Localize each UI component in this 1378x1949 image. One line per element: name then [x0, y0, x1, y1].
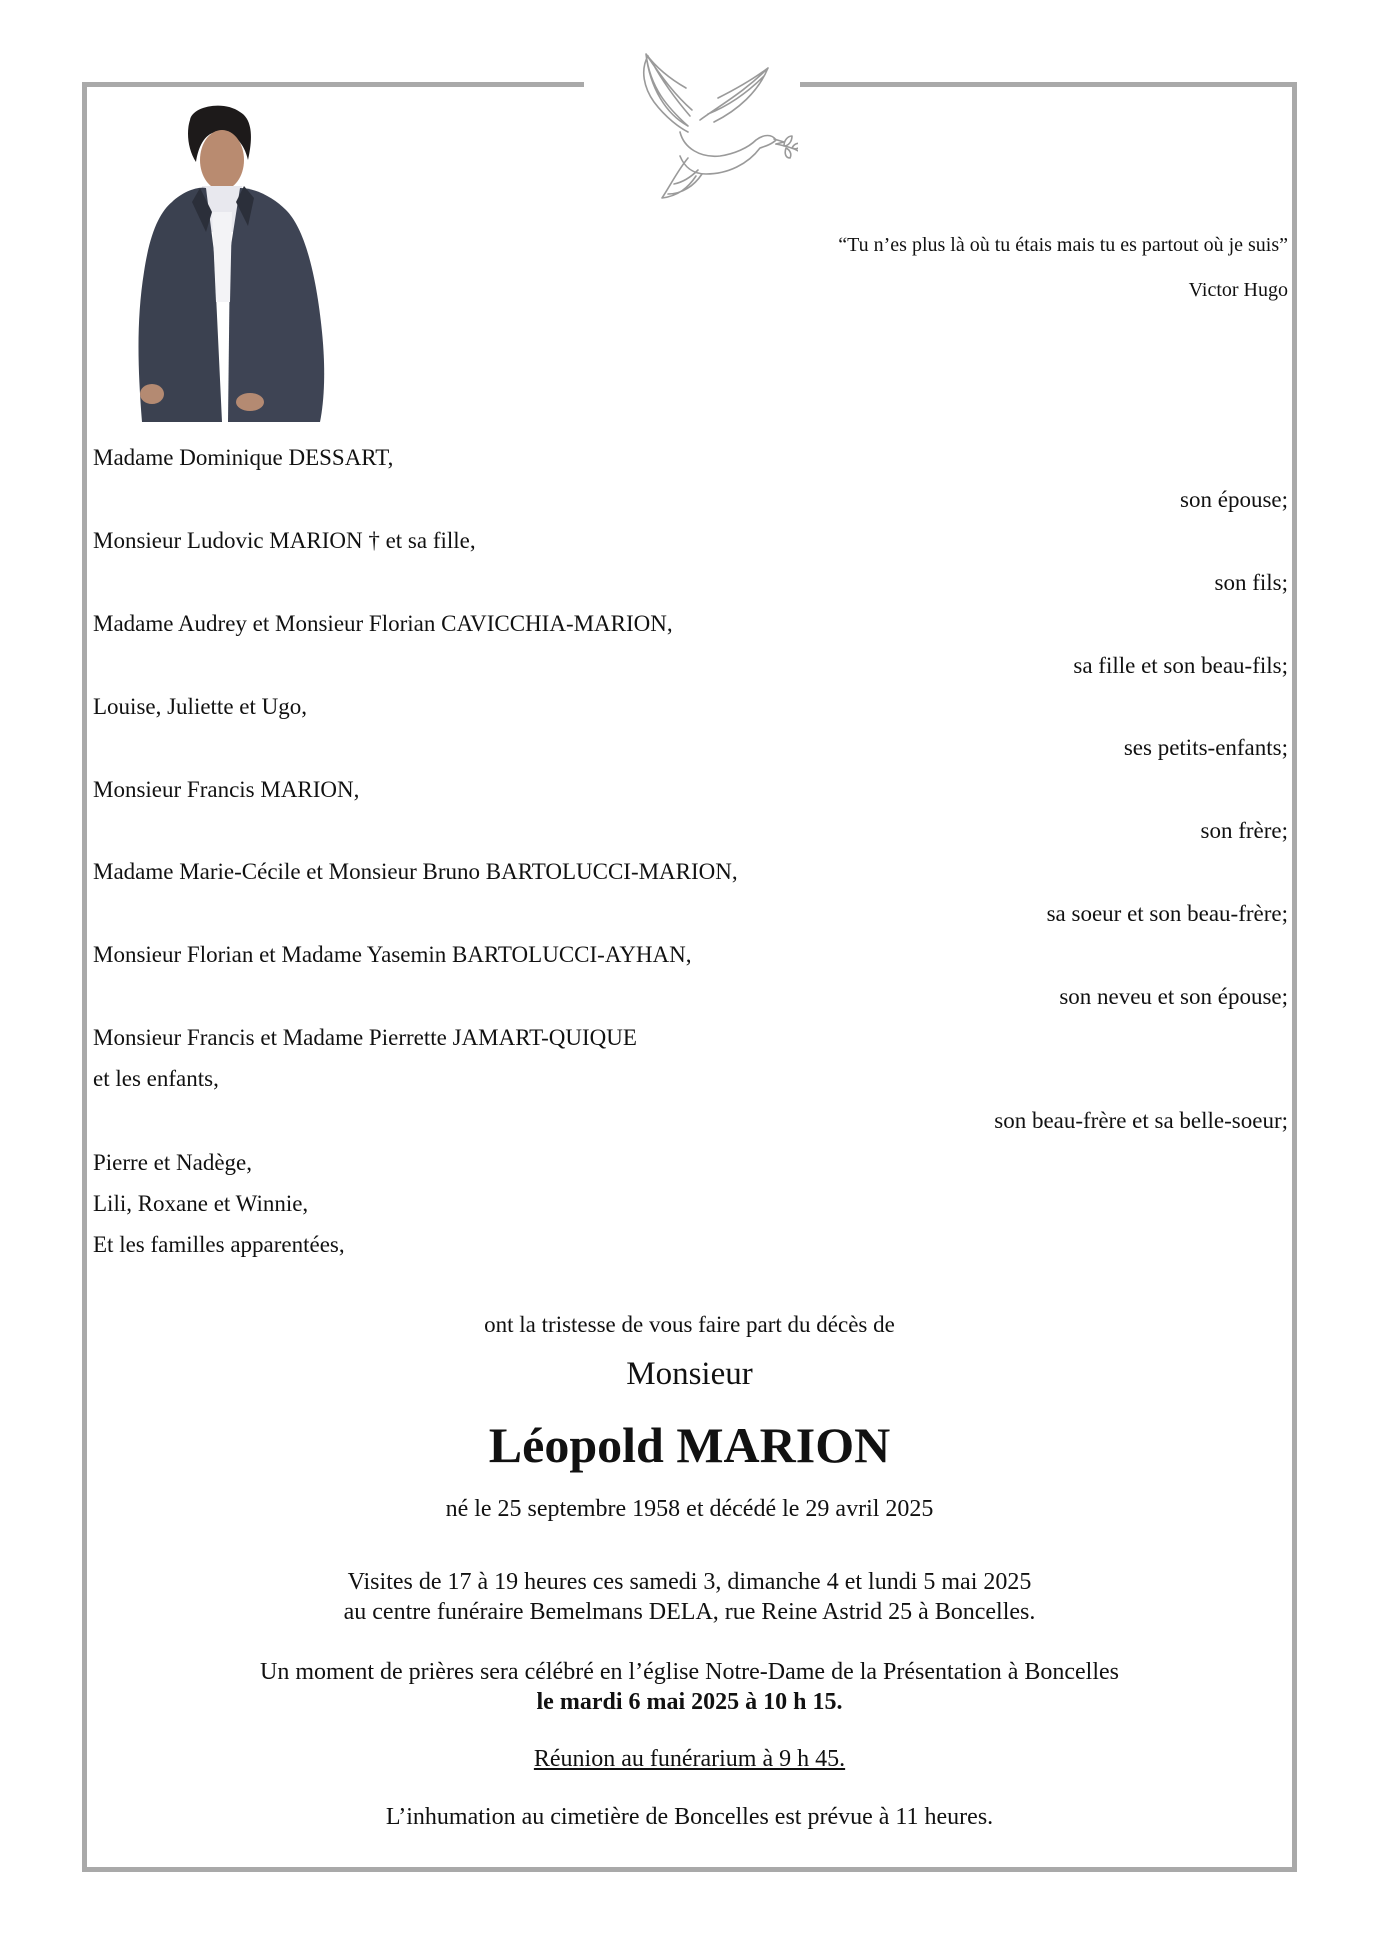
family-member-relation: ses petits-enfants;	[1123, 735, 1288, 760]
prayer-line-2: le mardi 6 mai 2025 à 10 h 15.	[536, 1689, 843, 1715]
family-member-name: Louise, Juliette et Ugo,	[93, 694, 307, 719]
family-member-name: Monsieur Francis et Madame Pierrette JAMART-QUIQUE	[93, 1025, 637, 1050]
deceased-title: Monsieur	[626, 1356, 753, 1392]
family-member-relation: sa soeur et son beau-frère;	[1046, 901, 1288, 926]
family-member-relation: son neveu et son épouse;	[1059, 984, 1288, 1009]
dove-icon	[588, 48, 798, 218]
family-member-relation: son beau-frère et sa belle-soeur;	[994, 1108, 1288, 1133]
family-member-name: Monsieur Ludovic MARION † et sa fille,	[93, 528, 476, 553]
other-relatives: Lili, Roxane et Winnie,	[93, 1191, 309, 1216]
announcement-intro: ont la tristesse de vous faire part du décès de	[484, 1312, 895, 1337]
burial-note: L’inhumation au cimetière de Boncelles est prévue à 11 heures.	[385, 1804, 994, 1830]
prayer-line-1: Un moment de prières sera célébré en l’église Notre-Dame de la Présentation à Boncelles	[260, 1659, 1119, 1685]
other-relatives: Et les familles apparentées,	[93, 1232, 345, 1257]
family-member-relation: son épouse;	[1180, 487, 1288, 512]
family-member-relation: son fils;	[1214, 570, 1288, 595]
portrait-photo	[132, 102, 332, 422]
family-member-name: Madame Audrey et Monsieur Florian CAVICCHIA-MARION,	[93, 611, 673, 636]
deceased-dates: né le 25 septembre 1958 et décédé le 29 avril 2025	[445, 1496, 934, 1522]
visits-line-2: au centre funéraire Bemelmans DELA, rue Reine Astrid 25 à Boncelles.	[343, 1599, 1036, 1625]
epigraph-author: Victor Hugo	[1188, 279, 1288, 301]
reunion-note: Réunion au funérarium à 9 h 45.	[533, 1746, 846, 1772]
family-member-name: Monsieur Florian et Madame Yasemin BARTOLUCCI-AYHAN,	[93, 942, 692, 967]
other-relatives: Pierre et Nadège,	[93, 1150, 253, 1175]
reunion-wrap	[82, 1746, 1297, 1773]
family-member-relation: sa fille et son beau-fils;	[1073, 653, 1288, 678]
deceased-name: Léopold MARION	[488, 1417, 891, 1473]
epigraph-quote: “Tu n’es plus là où tu étais mais tu es partout où je suis”	[838, 234, 1288, 256]
family-member-name: Madame Dominique DESSART,	[93, 445, 394, 470]
family-member-name-continued: et les enfants,	[93, 1066, 219, 1091]
family-member-name: Monsieur Francis MARION,	[93, 777, 360, 802]
family-member-relation: son frère;	[1200, 818, 1288, 843]
visits-line-1: Visites de 17 à 19 heures ces samedi 3, dimanche 4 et lundi 5 mai 2025	[347, 1569, 1032, 1595]
family-member-name: Madame Marie-Cécile et Monsieur Bruno BARTOLUCCI-MARION,	[93, 859, 738, 884]
